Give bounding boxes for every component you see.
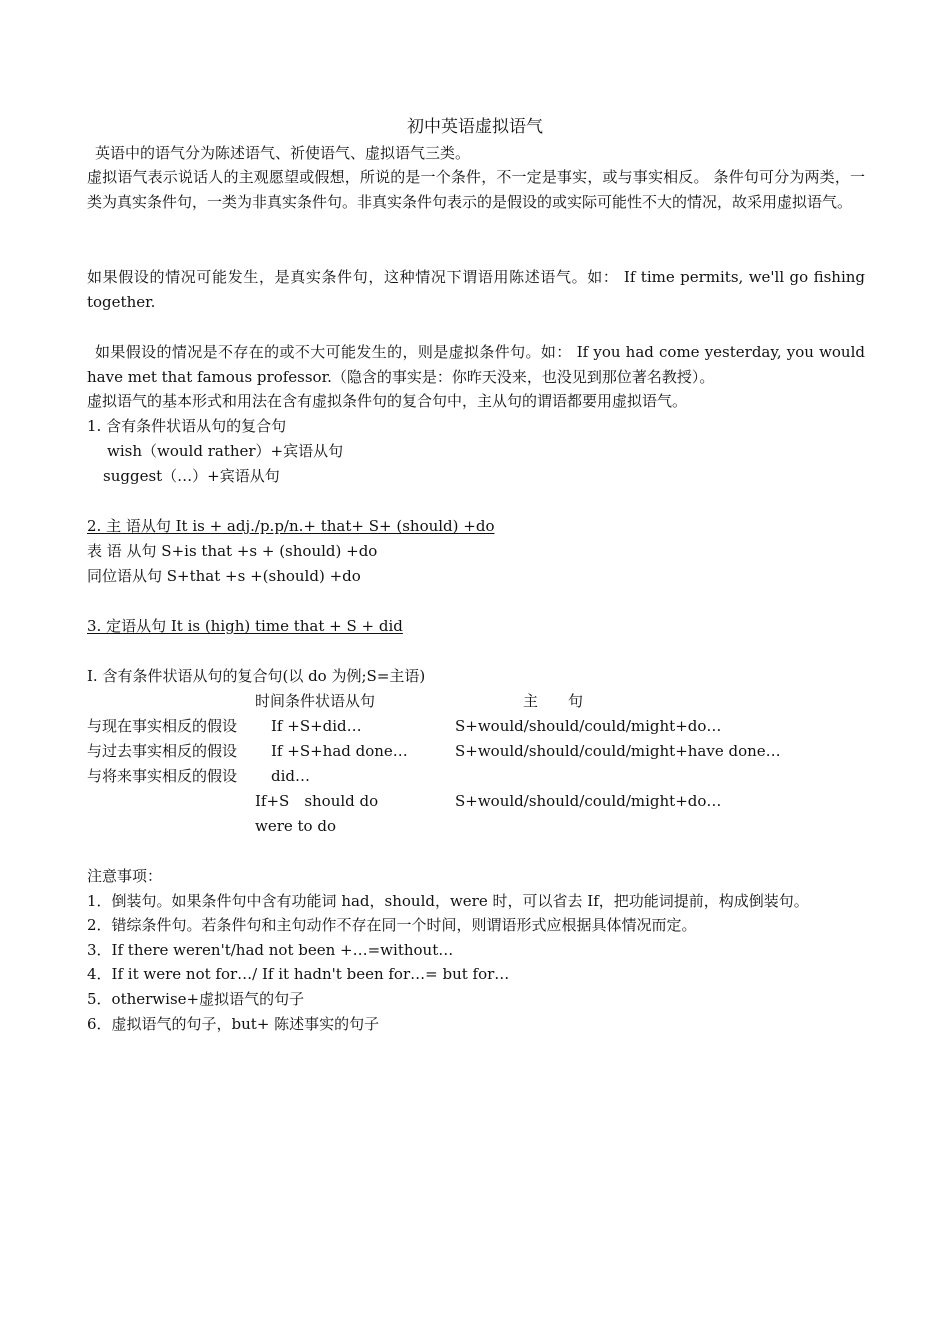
note-item: 4．If it were not for…/ If it hadn't been for…= but for… [87, 965, 510, 983]
intro-paragraph-5: 虚拟语气的基本形式和用法在含有虚拟条件句的复合句中，主从句的谓语都要用虚拟语气。 [87, 392, 688, 410]
table-row-condition: did… [271, 767, 311, 785]
table-column-main: 主 句 [523, 692, 584, 710]
note-item: 5．otherwise+虚拟语气的句子 [87, 990, 305, 1008]
note-item: 6．虚拟语气的句子，but+ 陈述事实的句子 [87, 1015, 380, 1033]
section-1-heading: 1. 含有条件状语从句的复合句 [87, 417, 287, 435]
note-item: 2．错综条件句。若条件句和主句动作不存在同一个时间，则谓语形式应根据具体情况而定。 [87, 916, 697, 934]
notes-heading: 注意事项： [87, 867, 163, 885]
intro-paragraph-1: 英语中的语气分为陈述语气、祈使语气、虚拟语气三类。 [95, 144, 471, 162]
table-row-condition: If +S+had done… [271, 742, 408, 760]
table-row-label: 与过去事实相反的假设 [87, 742, 238, 760]
section-2-heading: 2. 主 语从句 It is + adj./p.p/n.+ that+ S+ (should) +do [87, 517, 495, 535]
section-1-item: suggest（…）+宾语从句 [103, 467, 280, 485]
table-future-condition: If+S should do [255, 792, 379, 810]
table-row-label: 与将来事实相反的假设 [87, 767, 238, 785]
note-item: 1．倒装句。如果条件句中含有功能词 had，should，were 时，可以省去 If，把功能词提前，构成倒装句。 [87, 892, 809, 910]
document-title: 初中英语虚拟语气 [407, 117, 543, 137]
table-row-condition: If +S+did… [271, 717, 362, 735]
note-item: 3．If there weren't/had not been +…=without… [87, 941, 454, 959]
section-2-item: 同位语从句 S+that +s +(should) +do [87, 567, 361, 585]
table-row-label: 与现在事实相反的假设 [87, 717, 238, 735]
intro-paragraph-2: 虚拟语气表示说话人的主观愿望或假想，所说的是一个条件，不一定是事实，或与事实相反。 条件句可分为两类，一类为真实条件句，一类为非真实条件句。非真实条件句表示的是假设的或实际可能性不大的情况，故采用虚拟语气。 [87, 168, 865, 211]
section-2-item: 表 语 从句 S+is that +s + (should) +do [87, 542, 378, 560]
table-row-main: S+would/should/could/might+do… [455, 717, 722, 735]
table-future-main: S+would/should/could/might+do… [455, 792, 722, 810]
section-1-item: wish（would rather）+宾语从句 [107, 442, 344, 460]
table-future-condition-alt: were to do [255, 817, 336, 835]
table-heading: I. 含有条件状语从句的复合句(以 do 为例;S=主语) [87, 667, 426, 685]
table-row-main: S+would/should/could/might+have done… [455, 742, 781, 760]
section-3-heading: 3. 定语从句 It is (high) time that + S + did [87, 617, 403, 635]
intro-paragraph-4: 如果假设的情况是不存在的或不大可能发生的，则是虚拟条件句。如： If you had come yesterday, you would have met that famous professor.（隐含的事实是：你昨天没来，也没见到那位著名教授）。 [87, 343, 865, 386]
intro-paragraph-3: 如果假设的情况可能发生，是真实条件句，这种情况下谓语用陈述语气。如： If time permits, we'll go fishing together. [87, 268, 865, 311]
table-column-condition: 时间条件状语从句 [255, 692, 376, 710]
